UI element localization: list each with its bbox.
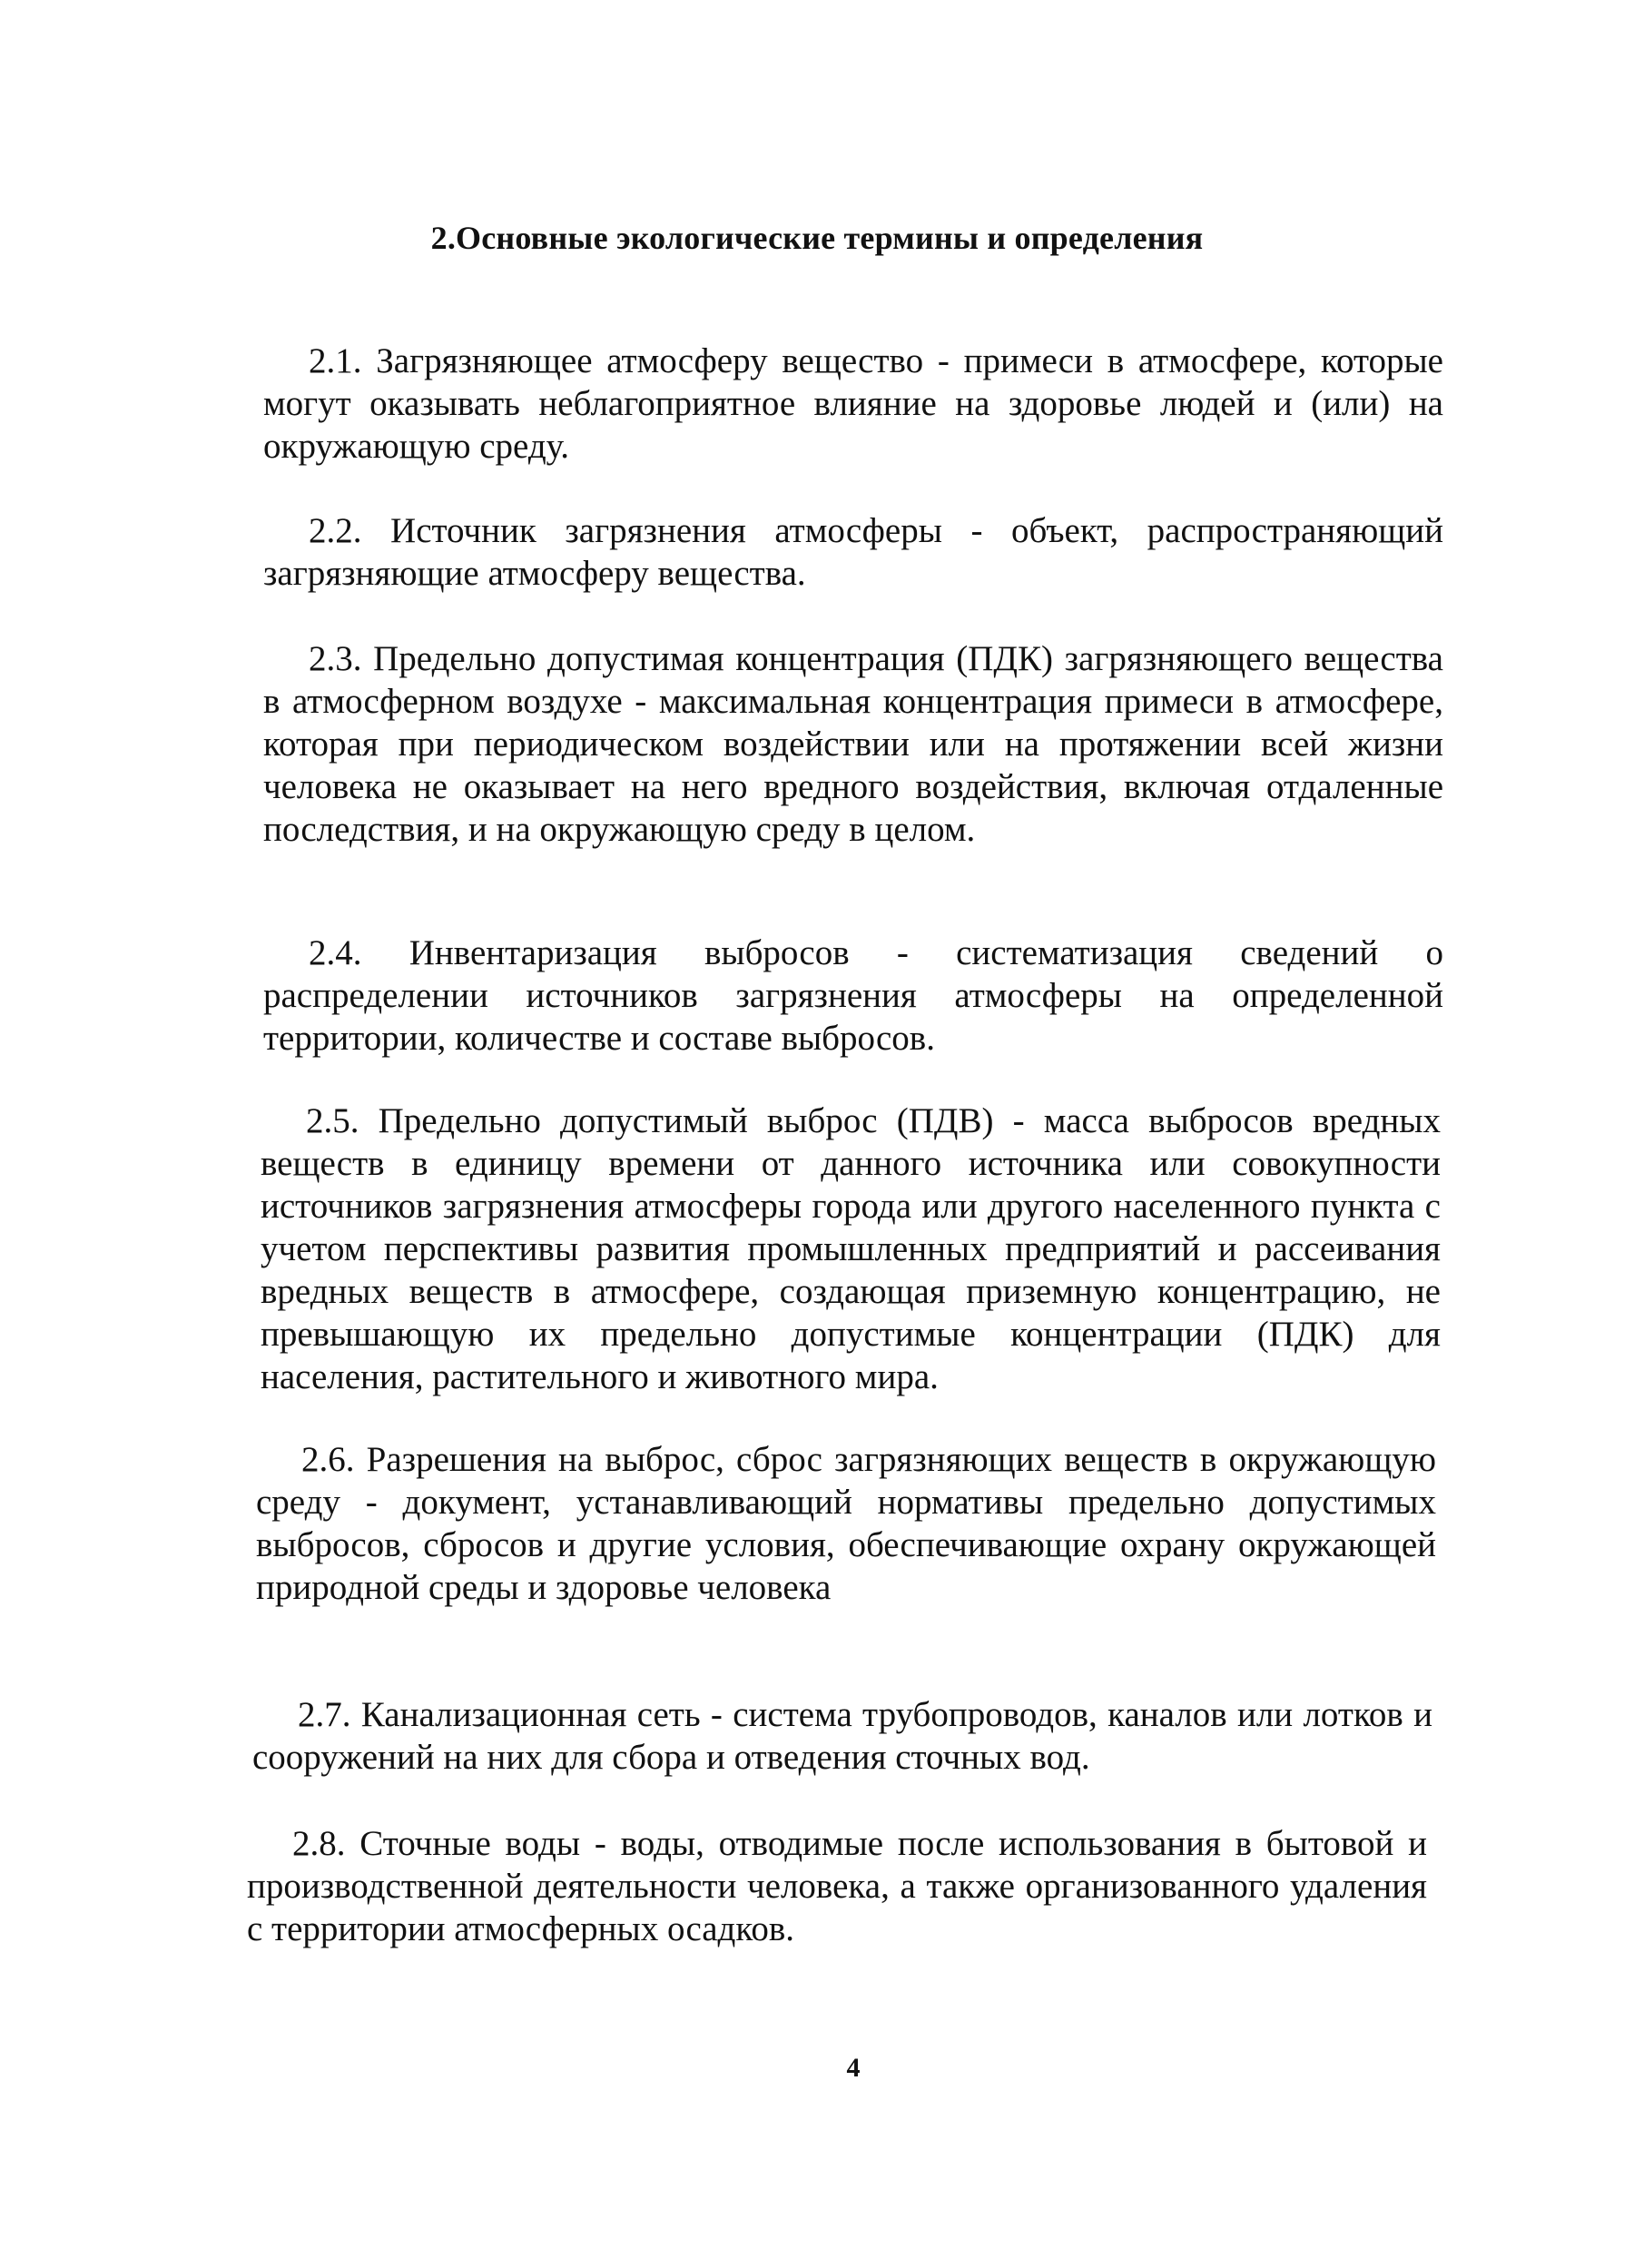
- definition-paragraph-2-6: 2.6. Разрешения на выброс, сброс загрязняющих веществ в окружающую среду - документ, устанавливающий нормативы предельно допустимых выбросов, сбросов и другие условия, обеспечивающие охрану окружающей природной среды и здоровье человека: [256, 1440, 1436, 1607]
- definition-paragraph-2-1: 2.1. Загрязняющее атмосферу вещество - примеси в атмосфере, которые могут оказывать неблагоприятное влияние на здоровье людей и (или) на окружающую среду.: [263, 341, 1443, 466]
- section-heading: 2.Основные экологические термины и определения: [430, 220, 1204, 256]
- definition-paragraph-2-2: 2.2. Источник загрязнения атмосферы - объект, распространяющий загрязняющие атмосферу вещества.: [263, 511, 1443, 593]
- definition-paragraph-2-4: 2.4. Инвентаризация выбросов - систематизация сведений о распределении источников загрязнения атмосферы на определенной территории, количестве и составе выбросов.: [263, 933, 1443, 1058]
- definition-paragraph-2-7: 2.7. Канализационная сеть - система трубопроводов, каналов или лотков и сооружений на них для сбора и отведения сточных вод.: [252, 1695, 1432, 1777]
- page-number: 4: [846, 2053, 861, 2083]
- definition-paragraph-2-3: 2.3. Предельно допустимая концентрация (ПДК) загрязняющего вещества в атмосферном воздухе - максимальная концентрация примеси в атмосфере, которая при периодическом воздействии или на протяжении всей жизни человека не оказывает на него вредного воздействия, включая отдаленные последствия, и на окружающую среду в целом.: [263, 639, 1443, 849]
- definition-paragraph-2-5: 2.5. Предельно допустимый выброс (ПДВ) - масса выбросов вредных веществ в единицу времени от данного источника или совокупности источников загрязнения атмосферы города или другого населенного пункта с учетом перспективы развития промышленных предприятий и рассеивания вредных веществ в атмосфере, создающая приземную концентрацию, не превышающую их предельно допустимые концентрации (ПДК) для населения, растительного и животного мира.: [261, 1101, 1441, 1396]
- definition-paragraph-2-8: 2.8. Сточные воды - воды, отводимые после использования в бытовой и производственной деятельности человека, а также организованного удаления с территории атмосферных осадков.: [247, 1824, 1427, 1948]
